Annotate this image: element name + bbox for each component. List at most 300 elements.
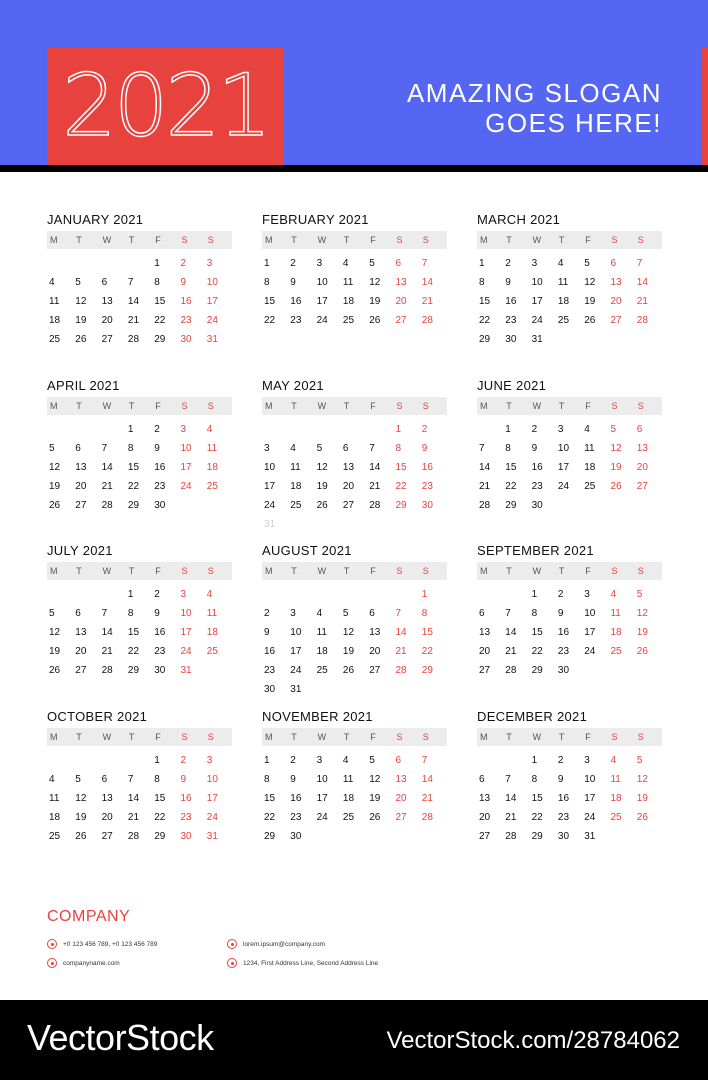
empty-day-cell	[73, 420, 99, 439]
day-cell: 31	[264, 519, 276, 530]
weekday-label: F	[370, 566, 376, 576]
week-row	[477, 420, 662, 439]
day-cell: 19	[49, 481, 61, 492]
day-cell: 27	[395, 315, 407, 326]
day-cell: 3	[316, 258, 323, 269]
weekday-label: S	[422, 401, 429, 411]
location-pin-icon	[227, 958, 237, 968]
day-cell: 12	[584, 277, 596, 288]
day-cell: 14	[101, 462, 113, 473]
weekday-label: T	[506, 235, 512, 245]
day-cell: 8	[154, 277, 160, 288]
weekday-label: F	[585, 235, 591, 245]
day-cell: 5	[75, 277, 81, 288]
day-cell: 2	[557, 589, 564, 600]
week-row	[47, 661, 232, 680]
day-cell: 21	[101, 481, 113, 492]
weekday-label: S	[611, 566, 618, 576]
day-cell: 27	[369, 665, 381, 676]
week-row	[47, 623, 232, 642]
weekday-label: S	[422, 732, 429, 742]
divider-bar	[0, 165, 708, 172]
day-cell: 23	[180, 315, 192, 326]
day-cell: 30	[264, 684, 276, 695]
day-cell: 27	[610, 315, 622, 326]
day-cell: 28	[369, 500, 381, 511]
day-cell: 25	[610, 646, 622, 657]
day-cell: 13	[101, 793, 113, 804]
week-row	[47, 254, 232, 273]
day-cell: 5	[49, 608, 55, 619]
day-cell: 1	[395, 424, 402, 435]
day-cell: 23	[180, 812, 192, 823]
weekday-label: T	[76, 566, 82, 576]
month-block	[262, 377, 447, 534]
weekday-label: W	[317, 732, 327, 742]
day-cell: 16	[154, 627, 166, 638]
day-cell: 17	[206, 296, 218, 307]
week-row	[262, 477, 447, 496]
day-cell: 8	[421, 608, 428, 619]
week-row	[477, 808, 662, 827]
weekday-label: T	[291, 732, 297, 742]
day-cell: 22	[154, 315, 166, 326]
day-cell: 13	[610, 277, 622, 288]
weekday-label: F	[370, 235, 376, 245]
week-row	[47, 292, 232, 311]
day-cell: 14	[636, 277, 648, 288]
day-cell: 2	[421, 424, 428, 435]
weekday-label: T	[291, 566, 297, 576]
day-cell: 9	[505, 277, 511, 288]
day-cell: 17	[316, 793, 328, 804]
day-cell: 20	[395, 296, 407, 307]
day-cell: 27	[75, 665, 87, 676]
day-cell: 16	[505, 296, 517, 307]
day-cell: 6	[101, 774, 108, 785]
month-block	[47, 542, 232, 680]
day-cell: 29	[531, 831, 543, 842]
day-cell: 15	[154, 793, 166, 804]
week-row	[477, 604, 662, 623]
weekday-label: F	[585, 401, 591, 411]
week-row	[477, 458, 662, 477]
day-cell: 30	[154, 665, 166, 676]
slogan-line-2: GOES HERE!	[485, 108, 662, 138]
day-cell: 26	[342, 665, 355, 676]
day-cell: 20	[479, 646, 491, 657]
day-cell: 26	[584, 315, 596, 326]
day-cell: 17	[206, 793, 218, 804]
day-cell: 30	[421, 500, 433, 511]
day-cell: 8	[505, 443, 511, 454]
day-cell: 6	[342, 443, 349, 454]
day-cell: 28	[101, 665, 113, 676]
weekday-label: S	[396, 401, 403, 411]
day-cell: 11	[342, 774, 354, 785]
week-row	[262, 604, 447, 623]
day-cell: 7	[421, 755, 428, 766]
day-cell: 2	[154, 424, 160, 435]
days-grid	[477, 254, 662, 349]
day-cell: 20	[75, 646, 87, 657]
watermark-footer	[0, 1000, 708, 1080]
month-block	[262, 211, 447, 330]
day-cell: 24	[206, 812, 218, 823]
day-cell: 9	[264, 627, 270, 638]
weekday-header	[47, 231, 232, 249]
day-cell: 17	[180, 462, 192, 473]
day-cell: 12	[636, 774, 648, 785]
weekday-label: T	[76, 401, 82, 411]
day-cell: 25	[206, 646, 218, 657]
week-row	[477, 623, 662, 642]
month-title: MARCH 2021	[477, 212, 561, 227]
day-cell: 6	[101, 277, 108, 288]
day-cell: 4	[290, 443, 296, 454]
day-cell: 4	[557, 258, 564, 269]
day-cell: 4	[316, 608, 323, 619]
day-cell: 7	[127, 774, 134, 785]
weekday-label: M	[480, 732, 488, 742]
day-cell: 24	[180, 481, 192, 492]
day-cell: 16	[290, 296, 302, 307]
day-cell: 15	[264, 296, 276, 307]
year-box	[47, 48, 284, 165]
day-cell: 13	[395, 774, 407, 785]
day-cell: 1	[264, 755, 270, 766]
week-row	[47, 496, 232, 515]
day-cell: 21	[421, 296, 433, 307]
day-cell: 12	[49, 462, 61, 473]
week-row	[477, 254, 662, 273]
weekday-label: W	[532, 401, 542, 411]
day-cell: 24	[290, 665, 302, 676]
days-grid	[477, 751, 662, 846]
day-cell: 19	[342, 646, 355, 657]
weekday-label: T	[558, 235, 565, 245]
day-cell: 15	[531, 793, 543, 804]
empty-day-cell	[47, 585, 73, 604]
day-cell: 4	[49, 277, 55, 288]
day-cell: 12	[369, 774, 381, 785]
week-row	[47, 604, 232, 623]
month-title: DECEMBER 2021	[477, 709, 588, 724]
week-row	[477, 439, 662, 458]
week-row	[47, 585, 232, 604]
week-row	[262, 789, 447, 808]
day-cell: 8	[127, 608, 134, 619]
day-cell: 13	[342, 462, 355, 473]
day-cell: 4	[610, 589, 617, 600]
day-cell: 8	[479, 277, 485, 288]
day-cell: 4	[584, 424, 590, 435]
day-cell: 18	[206, 627, 218, 638]
day-cell: 27	[101, 831, 113, 842]
day-cell: 1	[264, 258, 270, 269]
day-cell: 7	[636, 258, 643, 269]
day-cell: 28	[421, 812, 433, 823]
day-cell: 23	[264, 665, 276, 676]
day-cell: 23	[531, 481, 543, 492]
weekday-label: S	[396, 235, 403, 245]
day-cell: 24	[557, 481, 570, 492]
day-cell: 24	[584, 646, 596, 657]
day-cell: 20	[479, 812, 491, 823]
website-text: companyname.com	[63, 959, 120, 967]
day-cell: 29	[154, 334, 166, 345]
day-cell: 11	[316, 627, 327, 638]
weekday-label: M	[50, 566, 58, 576]
day-cell: 8	[264, 774, 270, 785]
day-cell: 10	[584, 774, 596, 785]
day-cell: 22	[395, 481, 407, 492]
weekday-label: T	[76, 235, 82, 245]
empty-day-cell	[503, 585, 529, 604]
day-cell: 13	[479, 793, 491, 804]
day-cell: 7	[101, 443, 108, 454]
empty-day-cell	[100, 585, 126, 604]
week-row	[262, 585, 447, 604]
empty-day-cell	[503, 751, 529, 770]
day-cell: 2	[180, 258, 187, 269]
day-cell: 25	[584, 481, 596, 492]
day-cell: 16	[421, 462, 433, 473]
weekday-label: F	[155, 732, 161, 742]
day-cell: 31	[180, 665, 192, 676]
empty-day-cell	[100, 751, 126, 770]
empty-day-cell	[73, 585, 99, 604]
day-cell: 28	[505, 665, 517, 676]
empty-day-cell	[47, 420, 73, 439]
empty-day-cell	[73, 254, 99, 273]
day-cell: 28	[395, 665, 407, 676]
empty-day-cell	[288, 420, 314, 439]
day-cell: 10	[557, 443, 570, 454]
weekday-label: T	[291, 401, 297, 411]
day-cell: 19	[610, 462, 622, 473]
day-cell: 21	[395, 646, 407, 657]
weekday-label: T	[343, 566, 350, 576]
days-grid	[477, 585, 662, 680]
day-cell: 2	[264, 608, 270, 619]
weekday-label: S	[422, 566, 429, 576]
day-cell: 17	[584, 627, 596, 638]
day-cell: 1	[154, 258, 160, 269]
day-cell: 20	[610, 296, 622, 307]
day-cell: 21	[101, 646, 113, 657]
weekday-label: S	[181, 235, 188, 245]
day-cell: 13	[479, 627, 491, 638]
day-cell: 10	[264, 462, 276, 473]
week-row	[477, 789, 662, 808]
empty-day-cell	[315, 420, 341, 439]
day-cell: 1	[479, 258, 485, 269]
day-cell: 23	[557, 812, 570, 823]
empty-day-cell	[341, 420, 367, 439]
weekday-header	[477, 562, 662, 580]
day-cell: 30	[531, 500, 543, 511]
weekday-label: M	[265, 235, 273, 245]
month-title: MAY 2021	[262, 378, 324, 393]
day-cell: 11	[206, 608, 218, 619]
week-row	[477, 273, 662, 292]
day-cell: 14	[369, 462, 381, 473]
weekday-label: W	[317, 235, 327, 245]
day-cell: 21	[369, 481, 381, 492]
day-cell: 6	[636, 424, 643, 435]
day-cell: 6	[75, 608, 81, 619]
day-cell: 24	[316, 812, 328, 823]
day-cell: 18	[49, 315, 61, 326]
company-name: COMPANY	[47, 908, 131, 925]
day-cell: 23	[290, 812, 302, 823]
day-cell: 21	[127, 315, 140, 326]
day-cell: 25	[316, 665, 328, 676]
day-cell: 31	[584, 831, 596, 842]
day-cell: 10	[180, 608, 192, 619]
empty-day-cell	[315, 585, 341, 604]
day-cell: 12	[75, 793, 87, 804]
week-row	[47, 827, 232, 846]
week-row	[262, 273, 447, 292]
weekday-label: S	[181, 732, 188, 742]
day-cell: 23	[290, 315, 302, 326]
week-row	[262, 254, 447, 273]
day-cell: 19	[316, 481, 328, 492]
weekday-label: T	[506, 566, 512, 576]
month-title: FEBRUARY 2021	[262, 212, 369, 227]
day-cell: 29	[264, 831, 276, 842]
week-row	[47, 751, 232, 770]
day-cell: 9	[180, 774, 187, 785]
month-block	[477, 211, 662, 349]
day-cell: 5	[369, 755, 375, 766]
day-cell: 17	[316, 296, 328, 307]
week-row	[47, 311, 232, 330]
month-block	[262, 708, 447, 846]
day-cell: 3	[531, 258, 538, 269]
day-cell: 5	[75, 774, 81, 785]
day-cell: 18	[316, 646, 328, 657]
empty-day-cell	[262, 420, 288, 439]
day-cell: 7	[101, 608, 108, 619]
month-block	[477, 377, 662, 515]
day-cell: 8	[264, 277, 270, 288]
day-cell: 17	[180, 627, 192, 638]
day-cell: 22	[264, 812, 276, 823]
day-cell: 13	[395, 277, 407, 288]
day-cell: 23	[557, 646, 570, 657]
day-cell: 21	[127, 812, 140, 823]
day-cell: 2	[531, 424, 538, 435]
weekday-header	[262, 728, 447, 746]
day-cell: 16	[154, 462, 166, 473]
day-cell: 9	[557, 608, 564, 619]
weekday-label: T	[128, 732, 135, 742]
day-cell: 1	[531, 589, 538, 600]
day-cell: 30	[180, 334, 192, 345]
empty-day-cell	[477, 585, 503, 604]
day-cell: 12	[316, 462, 328, 473]
day-cell: 15	[154, 296, 166, 307]
day-cell: 4	[610, 755, 617, 766]
day-cell: 7	[421, 258, 428, 269]
day-cell: 24	[584, 812, 596, 823]
day-cell: 20	[75, 481, 87, 492]
weekday-label: T	[506, 401, 512, 411]
slogan	[407, 78, 662, 138]
day-cell: 31	[531, 334, 543, 345]
weekday-label: F	[155, 235, 161, 245]
day-cell: 19	[584, 296, 596, 307]
weekday-label: W	[532, 566, 542, 576]
day-cell: 11	[342, 277, 354, 288]
weekday-label: W	[102, 566, 112, 576]
day-cell: 5	[636, 589, 643, 600]
week-row	[262, 808, 447, 827]
weekday-label: T	[128, 235, 135, 245]
day-cell: 20	[342, 481, 355, 492]
day-cell: 21	[505, 646, 517, 657]
week-row	[477, 292, 662, 311]
week-row	[477, 642, 662, 661]
watermark-id: VectorStock.com/28784062	[386, 1027, 680, 1054]
day-cell: 29	[395, 500, 407, 511]
week-row	[477, 827, 662, 846]
day-cell: 29	[127, 665, 140, 676]
day-cell: 25	[342, 812, 355, 823]
day-cell: 22	[421, 646, 433, 657]
weekday-label: S	[181, 566, 188, 576]
day-cell: 10	[316, 277, 328, 288]
day-cell: 6	[395, 258, 402, 269]
day-cell: 12	[49, 627, 61, 638]
week-row	[47, 439, 232, 458]
day-cell: 19	[636, 627, 648, 638]
day-cell: 17	[531, 296, 543, 307]
day-cell: 27	[395, 812, 407, 823]
weekday-header	[47, 728, 232, 746]
weekday-label: W	[532, 732, 542, 742]
day-cell: 24	[264, 500, 276, 511]
weekday-header	[477, 728, 662, 746]
week-row	[47, 642, 232, 661]
year-title: 2021	[62, 56, 269, 156]
week-row	[262, 311, 447, 330]
day-cell: 5	[49, 443, 55, 454]
month-title: AUGUST 2021	[262, 543, 352, 558]
day-cell: 18	[342, 793, 355, 804]
days-grid	[477, 420, 662, 515]
week-row	[47, 330, 232, 349]
day-cell: 5	[342, 608, 349, 619]
day-cell: 1	[505, 424, 511, 435]
days-grid	[47, 420, 232, 515]
day-cell: 20	[101, 812, 113, 823]
day-cell: 21	[505, 812, 517, 823]
day-cell: 8	[395, 443, 402, 454]
day-cell: 2	[290, 258, 296, 269]
day-cell: 2	[154, 589, 160, 600]
day-cell: 13	[75, 462, 87, 473]
day-cell: 22	[505, 481, 517, 492]
accent-strip	[702, 48, 708, 165]
weekday-label: W	[102, 401, 112, 411]
day-cell: 23	[505, 315, 517, 326]
day-cell: 14	[127, 793, 140, 804]
day-cell: 23	[154, 481, 166, 492]
